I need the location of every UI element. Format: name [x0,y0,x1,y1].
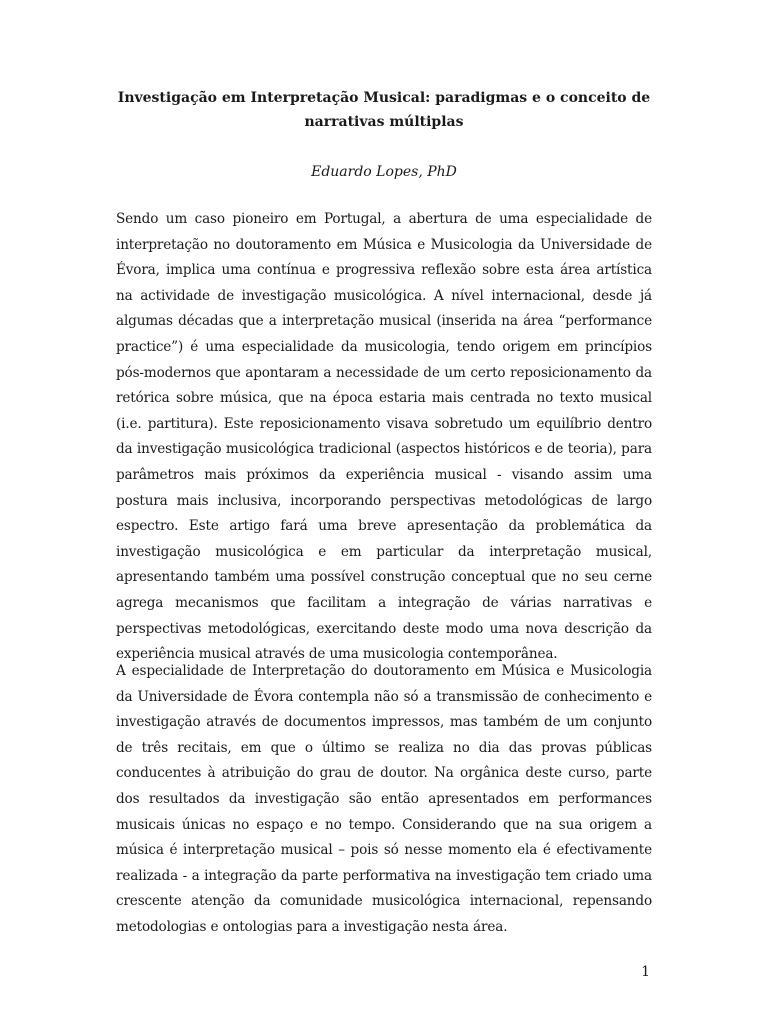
page-number: 1 [641,964,650,980]
body-paragraph: A especialidade de Interpretação do doutoramento em Música e Musicologia da Universidade de Évora contempla não só a transmissão de conhecimento e investigação através de documentos impressos, mas também de um conjunto de três recitais, em que o último se realiza no dia das provas públicas conducentes à atribuição do grau de doutor. Na orgânica deste curso, parte dos resultados da investigação são então apresentados em performances musicais únicas no espaço e no tempo. Considerando que na sua origem a música é interpretação musical – pois só nesse momento ela é efectivamente realizada - a integração da parte performativa na investigação tem criado uma crescente atenção da comunidade musicológica internacional, repensando metodologias e ontologias para a investigação nesta área. [116,663,652,935]
document-author: Eduardo Lopes, PhD [311,164,457,180]
body-paragraph: Sendo um caso pioneiro em Portugal, a abertura de uma especialidade de interpretação no doutoramento em Música e Musicologia da Universidade de Évora, implica uma contínua e progressiva reflexão sobre esta área artística na actividade de investigação musicológica. A nível internacional, desde já algumas décadas que a interpretação musical (inserida na área “performance practice”) é uma especialidade da musicologia, tendo origem em princípios pós-modernos que apontaram a necessidade de um certo reposicionamento da retórica sobre música, que na época estaria mais centrada no texto musical (i.e. partitura). Este reposicionamento visava sobretudo um equilíbrio dentro da investigação musicológica tradicional (aspectos históricos e de teoria), para parâmetros mais próximos da experiência musical - visando assim uma postura mais inclusiva, incorporando perspectivas metodológicas de largo espectro. Este artigo fará uma breve apresentação da problemática da investigação musicológica e em particular da interpretação musical, apresentando também uma possível construção conceptual que no seu cerne agrega mecanismos que facilitam a integração de várias narrativas e perspectivas metodológicas, exercitando deste modo uma nova descrição da experiência musical através de uma musicologia contemporânea. [116,211,652,663]
document-title: Investigação em Interpretação Musical: paradigmas e o conceito de narrativas múltiplas [117,90,651,130]
